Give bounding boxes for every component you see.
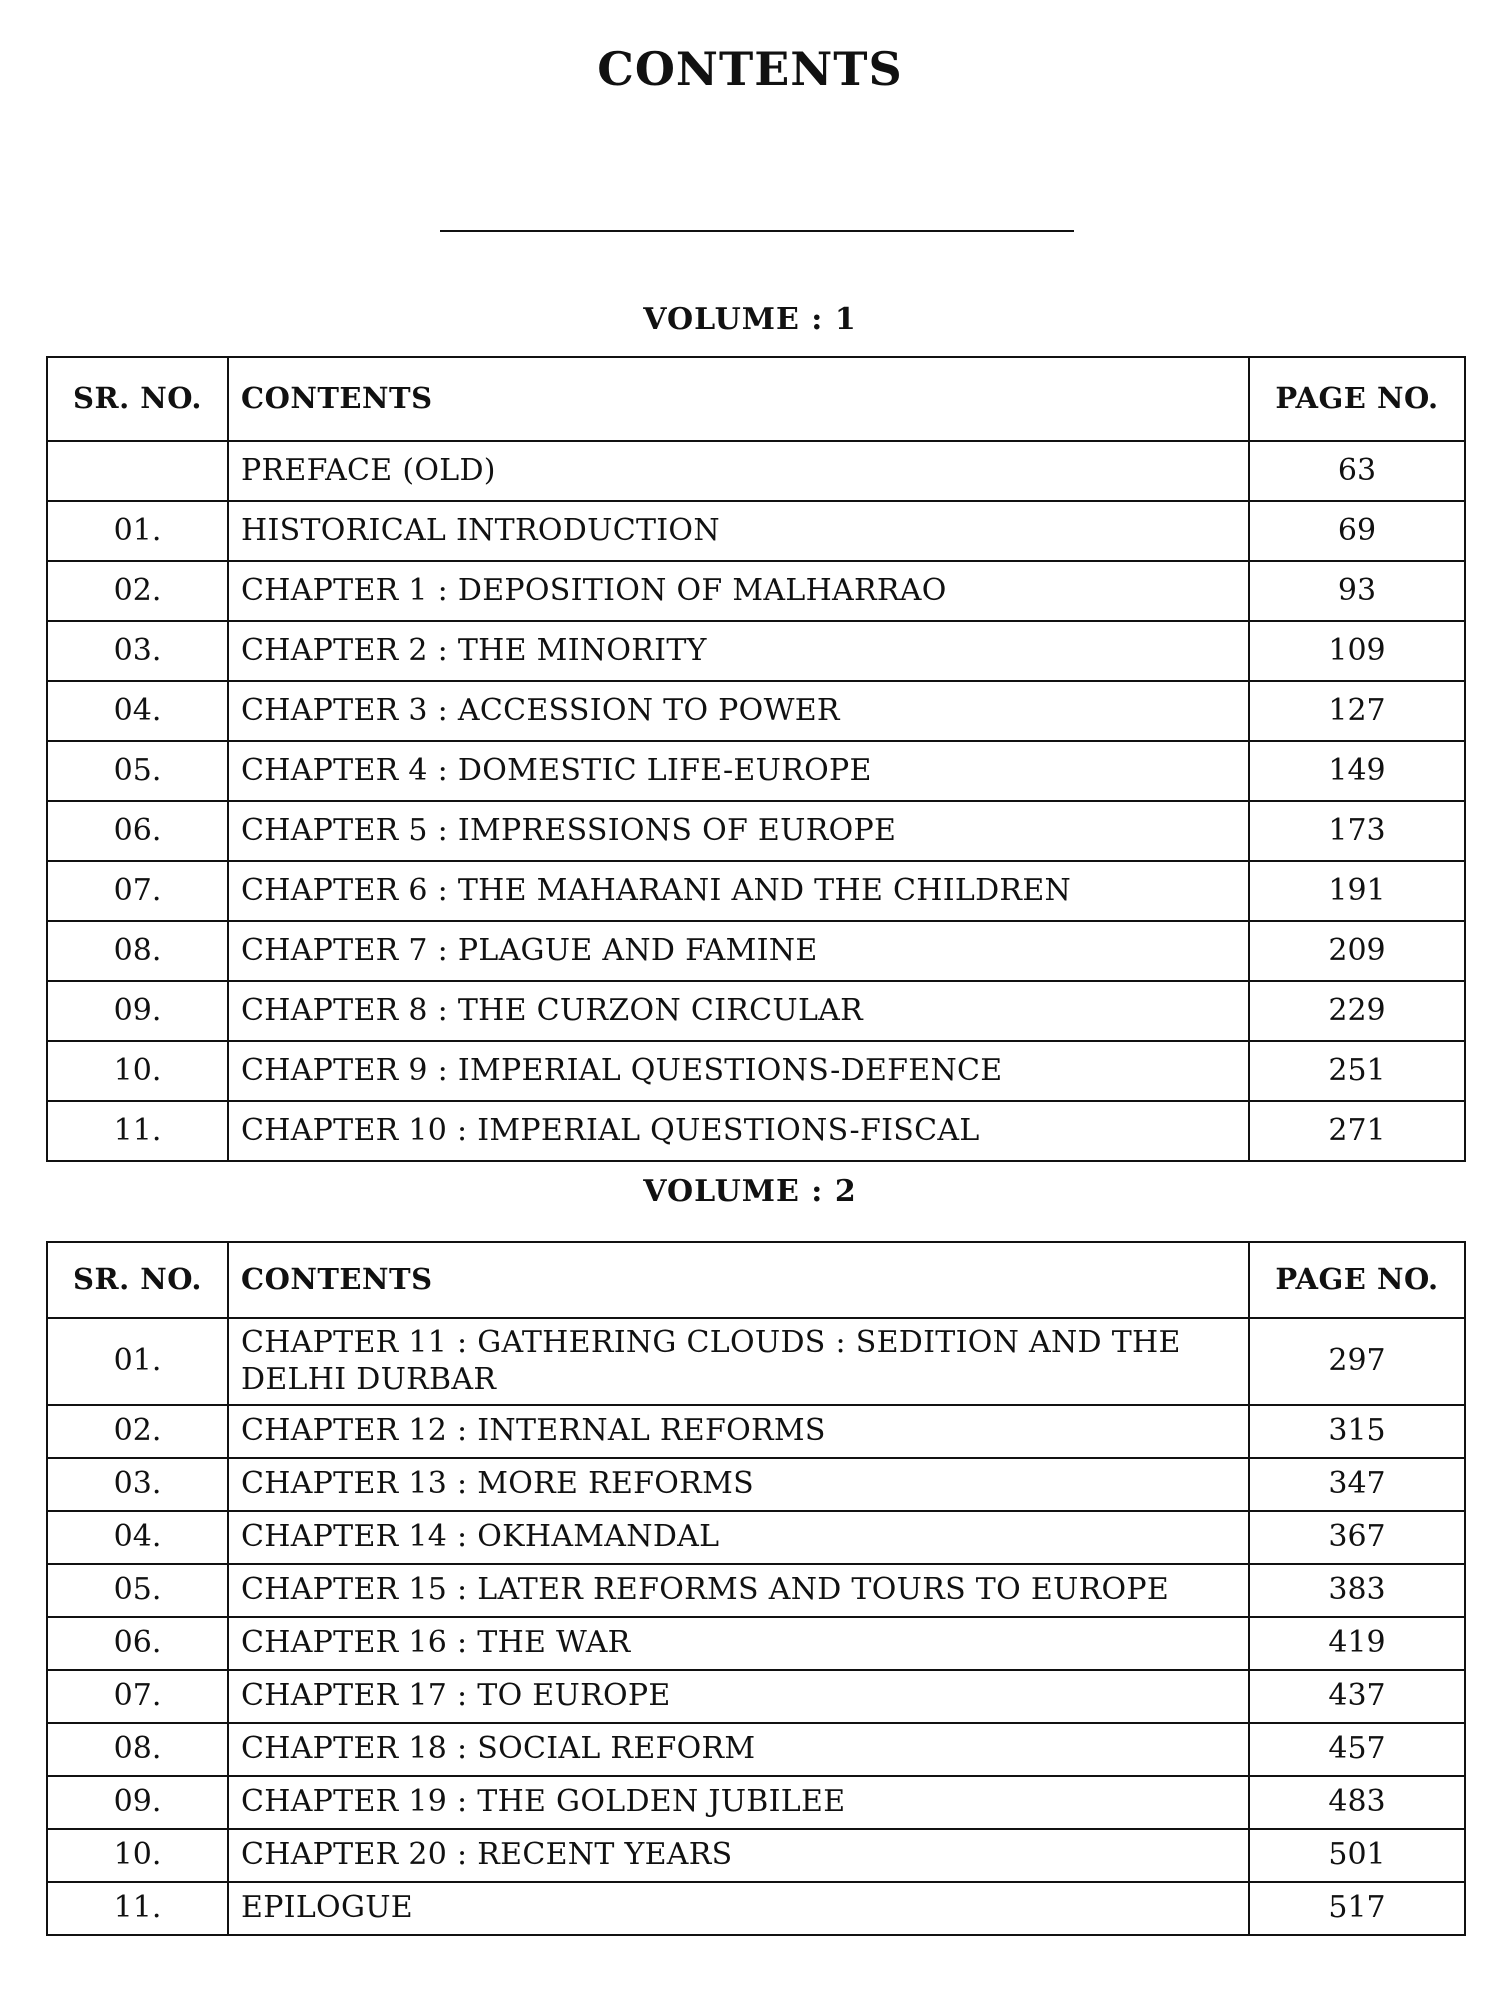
volume-1-heading: VOLUME : 1 — [643, 302, 857, 337]
sr-no-cell: 06. — [47, 801, 228, 861]
chapter-title-cell: CHAPTER 18 : SOCIAL REFORM — [228, 1723, 1249, 1776]
volume-2-contents-table — [46, 1241, 1466, 1936]
table-row — [47, 1101, 1465, 1161]
chapter-title-cell: CHAPTER 16 : THE WAR — [228, 1617, 1249, 1670]
table-row — [47, 1458, 1465, 1511]
table-row — [47, 561, 1465, 621]
sr-no-cell: 11. — [47, 1882, 228, 1935]
page-number-cell: 127 — [1249, 681, 1465, 741]
page-number-cell: 437 — [1249, 1670, 1465, 1723]
sr-no-cell: 08. — [47, 921, 228, 981]
sr-no-cell: 04. — [47, 681, 228, 741]
sr-no-cell: 02. — [47, 561, 228, 621]
sr-no-cell: 06. — [47, 1617, 228, 1670]
sr-no-header: SR. NO. — [47, 357, 228, 441]
table-row — [47, 801, 1465, 861]
page-title: CONTENTS — [597, 42, 903, 96]
chapter-title-cell: CHAPTER 10 : IMPERIAL QUESTIONS-FISCAL — [228, 1101, 1249, 1161]
page-number-cell: 229 — [1249, 981, 1465, 1041]
page-number-cell: 483 — [1249, 1776, 1465, 1829]
sr-no-cell: 04. — [47, 1511, 228, 1564]
sr-no-cell: 01. — [47, 1318, 228, 1405]
table-row — [47, 921, 1465, 981]
sr-no-cell: 09. — [47, 981, 228, 1041]
sr-no-cell: 10. — [47, 1829, 228, 1882]
chapter-title-cell: CHAPTER 1 : DEPOSITION OF MALHARRAO — [228, 561, 1249, 621]
page-number-cell: 501 — [1249, 1829, 1465, 1882]
page-number-cell: 251 — [1249, 1041, 1465, 1101]
page-no-header: PAGE NO. — [1249, 1242, 1465, 1318]
table-header-row — [47, 357, 1465, 441]
table-row — [47, 681, 1465, 741]
table-row — [47, 1564, 1465, 1617]
sr-no-cell — [47, 441, 228, 501]
page-number-cell: 271 — [1249, 1101, 1465, 1161]
table-row — [47, 1511, 1465, 1564]
chapter-title-cell: CHAPTER 3 : ACCESSION TO POWER — [228, 681, 1249, 741]
page-number-cell: 149 — [1249, 741, 1465, 801]
chapter-title-cell: CHAPTER 15 : LATER REFORMS AND TOURS TO EUROPE — [228, 1564, 1249, 1617]
table-row — [47, 1829, 1465, 1882]
sr-no-cell: 07. — [47, 1670, 228, 1723]
table-row — [47, 1776, 1465, 1829]
chapter-title-cell: CHAPTER 12 : INTERNAL REFORMS — [228, 1405, 1249, 1458]
chapter-title-cell: CHAPTER 20 : RECENT YEARS — [228, 1829, 1249, 1882]
page-number-cell: 191 — [1249, 861, 1465, 921]
table-header-row — [47, 1242, 1465, 1318]
page-number-cell: 209 — [1249, 921, 1465, 981]
sr-no-cell: 07. — [47, 861, 228, 921]
chapter-title-cell: CHAPTER 4 : DOMESTIC LIFE-EUROPE — [228, 741, 1249, 801]
page-number-cell: 419 — [1249, 1617, 1465, 1670]
table-row — [47, 861, 1465, 921]
chapter-title-cell: CHAPTER 19 : THE GOLDEN JUBILEE — [228, 1776, 1249, 1829]
page-number-cell: 517 — [1249, 1882, 1465, 1935]
table-row — [47, 441, 1465, 501]
sr-no-cell: 03. — [47, 621, 228, 681]
page-number-cell: 93 — [1249, 561, 1465, 621]
page-number-cell: 457 — [1249, 1723, 1465, 1776]
sr-no-cell: 08. — [47, 1723, 228, 1776]
page-no-header: PAGE NO. — [1249, 357, 1465, 441]
page-number-cell: 63 — [1249, 441, 1465, 501]
volume-1-contents-table — [46, 356, 1466, 1162]
contents-header: CONTENTS — [228, 357, 1249, 441]
chapter-title-cell: CHAPTER 13 : MORE REFORMS — [228, 1458, 1249, 1511]
table-row — [47, 1318, 1465, 1405]
sr-no-cell: 10. — [47, 1041, 228, 1101]
page-number-cell: 173 — [1249, 801, 1465, 861]
chapter-title-cell: CHAPTER 6 : THE MAHARANI AND THE CHILDREN — [228, 861, 1249, 921]
sr-no-cell: 05. — [47, 1564, 228, 1617]
table-row — [47, 1882, 1465, 1935]
chapter-title-cell: CHAPTER 8 : THE CURZON CIRCULAR — [228, 981, 1249, 1041]
table-row — [47, 981, 1465, 1041]
chapter-title-cell: CHAPTER 17 : TO EUROPE — [228, 1670, 1249, 1723]
page-number-cell: 347 — [1249, 1458, 1465, 1511]
page-number-cell: 109 — [1249, 621, 1465, 681]
sr-no-cell: 01. — [47, 501, 228, 561]
chapter-title-cell: CHAPTER 2 : THE MINORITY — [228, 621, 1249, 681]
table-row — [47, 741, 1465, 801]
chapter-title-cell: CHAPTER 14 : OKHAMANDAL — [228, 1511, 1249, 1564]
chapter-title-cell: PREFACE (OLD) — [228, 441, 1249, 501]
chapter-title-cell: CHAPTER 11 : GATHERING CLOUDS : SEDITION AND THE DELHI DURBAR — [228, 1318, 1249, 1405]
chapter-title-cell: CHAPTER 9 : IMPERIAL QUESTIONS-DEFENCE — [228, 1041, 1249, 1101]
sr-no-cell: 05. — [47, 741, 228, 801]
contents-header: CONTENTS — [228, 1242, 1249, 1318]
table-row — [47, 1723, 1465, 1776]
title-divider — [440, 230, 1074, 232]
table-row — [47, 501, 1465, 561]
page-number-cell: 297 — [1249, 1318, 1465, 1405]
table-row — [47, 1405, 1465, 1458]
table-row — [47, 1617, 1465, 1670]
chapter-title-cell: CHAPTER 5 : IMPRESSIONS OF EUROPE — [228, 801, 1249, 861]
sr-no-cell: 11. — [47, 1101, 228, 1161]
sr-no-cell: 02. — [47, 1405, 228, 1458]
chapter-title-cell: HISTORICAL INTRODUCTION — [228, 501, 1249, 561]
sr-no-cell: 09. — [47, 1776, 228, 1829]
table-row — [47, 1041, 1465, 1101]
page-number-cell: 383 — [1249, 1564, 1465, 1617]
volume-2-heading: VOLUME : 2 — [643, 1174, 857, 1209]
sr-no-cell: 03. — [47, 1458, 228, 1511]
page-number-cell: 315 — [1249, 1405, 1465, 1458]
sr-no-header: SR. NO. — [47, 1242, 228, 1318]
chapter-title-cell: EPILOGUE — [228, 1882, 1249, 1935]
table-row — [47, 1670, 1465, 1723]
page-number-cell: 69 — [1249, 501, 1465, 561]
table-row — [47, 621, 1465, 681]
chapter-title-cell: CHAPTER 7 : PLAGUE AND FAMINE — [228, 921, 1249, 981]
page-number-cell: 367 — [1249, 1511, 1465, 1564]
